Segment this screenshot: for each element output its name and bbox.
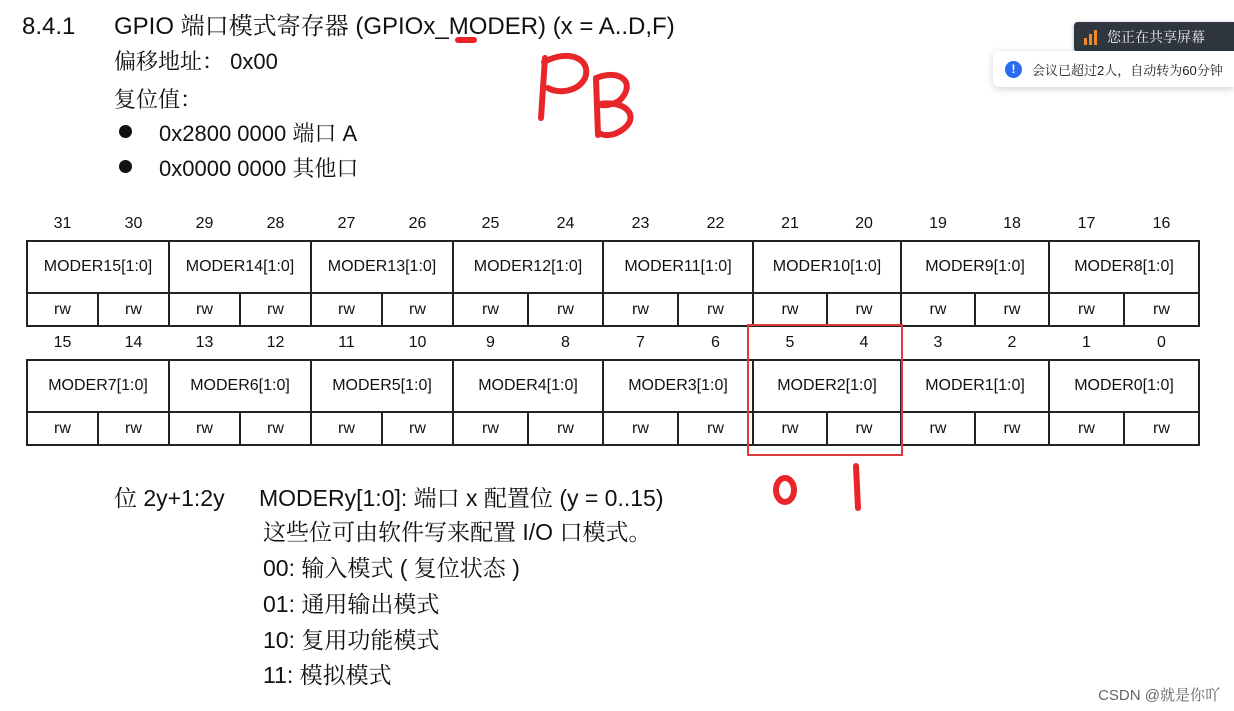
access-cell: rw	[98, 412, 169, 445]
access-cell: rw	[827, 412, 901, 445]
field-moder6: MODER6[1:0]	[169, 360, 311, 412]
access-cell: rw	[528, 293, 603, 326]
bit-number: 13	[195, 334, 214, 351]
bit-number: 18	[1003, 215, 1021, 232]
digit-one-mark	[856, 466, 858, 508]
field-title: MODERy[1:0]: 端口 x 配置位 (y = 0..15)	[259, 485, 664, 511]
field-moder13: MODER13[1:0]	[311, 241, 453, 293]
access-cell: rw	[382, 412, 453, 445]
access-cell: rw	[27, 293, 98, 326]
screen-share-label: 您正在共享屏幕	[1107, 29, 1205, 45]
mode-line-10: 10: 复用功能模式	[263, 627, 440, 653]
access-cell: rw	[27, 412, 98, 445]
field-moder1: MODER1[1:0]	[901, 360, 1049, 412]
bit-number: 27	[337, 215, 356, 232]
bit-number: 15	[53, 334, 72, 351]
mode-line-01: 01: 通用输出模式	[263, 591, 440, 617]
field-moder0: MODER0[1:0]	[1049, 360, 1199, 412]
bit-number: 1	[1082, 334, 1091, 351]
bit-number: 11	[338, 334, 355, 351]
bit-number-row-high	[27, 208, 1199, 241]
bit-number: 16	[1152, 215, 1171, 232]
access-cell: rw	[311, 412, 382, 445]
bit-number: 23	[631, 215, 650, 232]
bit-number: 8	[561, 334, 570, 351]
field-moder4: MODER4[1:0]	[453, 360, 603, 412]
bit-number: 22	[706, 215, 725, 232]
notice-text: 会议已超过2人，自动转为60分钟	[1032, 62, 1223, 78]
bit-number: 9	[486, 334, 495, 351]
field-row-low	[27, 360, 1199, 412]
field-moder14: MODER14[1:0]	[169, 241, 311, 293]
signal-icon	[1084, 29, 1097, 45]
letter-p-stem	[541, 58, 545, 118]
bit-number: 2	[1007, 334, 1017, 351]
bit-number: 5	[785, 334, 795, 351]
access-cell: rw	[311, 293, 382, 326]
bit-number: 12	[266, 334, 285, 351]
access-cell: rw	[603, 412, 678, 445]
access-cell: rw	[382, 293, 453, 326]
bit-number: 30	[124, 215, 143, 232]
access-cell: rw	[753, 293, 827, 326]
digit-zero-mark	[776, 478, 794, 502]
access-cell: rw	[753, 412, 827, 445]
bit-number: 0	[1157, 334, 1166, 351]
reset-value-port-a: 0x2800 0000 端口 A	[159, 121, 358, 146]
bit-number: 31	[53, 215, 72, 232]
field-moder8: MODER8[1:0]	[1049, 241, 1199, 293]
access-cell: rw	[1049, 293, 1124, 326]
bit-number: 19	[929, 215, 947, 232]
bit-number: 7	[636, 334, 645, 351]
bit-number: 3	[933, 334, 943, 351]
bit-number: 24	[556, 215, 575, 232]
access-row-high	[27, 293, 1199, 326]
access-cell: rw	[169, 293, 240, 326]
bit-number: 4	[859, 334, 869, 351]
bit-number: 10	[408, 334, 427, 351]
access-cell: rw	[1049, 412, 1124, 445]
access-cell: rw	[1124, 412, 1199, 445]
access-cell: rw	[678, 412, 753, 445]
access-cell: rw	[975, 293, 1049, 326]
section-title: GPIO 端口模式寄存器 (GPIOx_MODER) (x = A..D,F)	[114, 13, 675, 40]
register-bit-table	[26, 208, 1200, 446]
access-cell: rw	[528, 412, 603, 445]
access-cell: rw	[453, 412, 528, 445]
section-number: 8.4.1	[22, 13, 76, 40]
access-cell: rw	[901, 412, 975, 445]
reset-value-other: 0x0000 0000 其他口	[159, 156, 359, 181]
access-cell: rw	[603, 293, 678, 326]
letter-p-bowl	[544, 56, 586, 91]
field-moder7: MODER7[1:0]	[27, 360, 169, 412]
field-moder2: MODER2[1:0]	[753, 360, 901, 412]
access-cell: rw	[169, 412, 240, 445]
bit-number-row-low	[27, 326, 1199, 360]
info-icon: !	[1005, 61, 1022, 78]
bit-number: 21	[781, 215, 799, 232]
access-cell: rw	[240, 293, 311, 326]
bit-number: 17	[1077, 215, 1096, 232]
bit-number: 28	[266, 215, 285, 232]
meeting-notice	[993, 51, 1234, 87]
bit-number: 29	[195, 215, 214, 232]
reset-value-label: 复位值：	[114, 87, 203, 112]
access-cell: rw	[98, 293, 169, 326]
access-row-low	[27, 412, 1199, 445]
access-cell: rw	[240, 412, 311, 445]
description-line: 这些位可由软件写来配置 I/O 口模式。	[263, 519, 652, 545]
field-moder12: MODER12[1:0]	[453, 241, 603, 293]
field-row-high	[27, 241, 1199, 293]
access-cell: rw	[678, 293, 753, 326]
bit-number: 14	[124, 334, 143, 351]
access-cell: rw	[975, 412, 1049, 445]
access-cell: rw	[453, 293, 528, 326]
access-cell: rw	[1124, 293, 1199, 326]
bit-number: 26	[408, 215, 427, 232]
field-moder5: MODER5[1:0]	[311, 360, 453, 412]
field-moder9: MODER9[1:0]	[901, 241, 1049, 293]
access-cell: rw	[901, 293, 975, 326]
mode-line-00: 00: 输入模式 ( 复位状态 )	[263, 555, 520, 581]
mode-line-11: 11: 模拟模式	[263, 662, 392, 688]
field-moder11: MODER11[1:0]	[603, 241, 753, 293]
screen-share-bar[interactable]	[1074, 22, 1234, 52]
watermark: CSDN @就是你吖	[1098, 687, 1220, 704]
field-moder10: MODER10[1:0]	[753, 241, 901, 293]
bits-label: 位 2y+1:2y	[114, 485, 225, 511]
moder2-highlight-box	[747, 324, 903, 456]
bit-number: 20	[855, 215, 873, 232]
field-moder15: MODER15[1:0]	[27, 241, 169, 293]
access-cell: rw	[827, 293, 901, 326]
offset-address: 偏移地址： 0x00	[114, 49, 278, 74]
bit-number: 25	[481, 215, 500, 232]
bit-number: 6	[711, 334, 720, 351]
field-moder3: MODER3[1:0]	[603, 360, 753, 412]
